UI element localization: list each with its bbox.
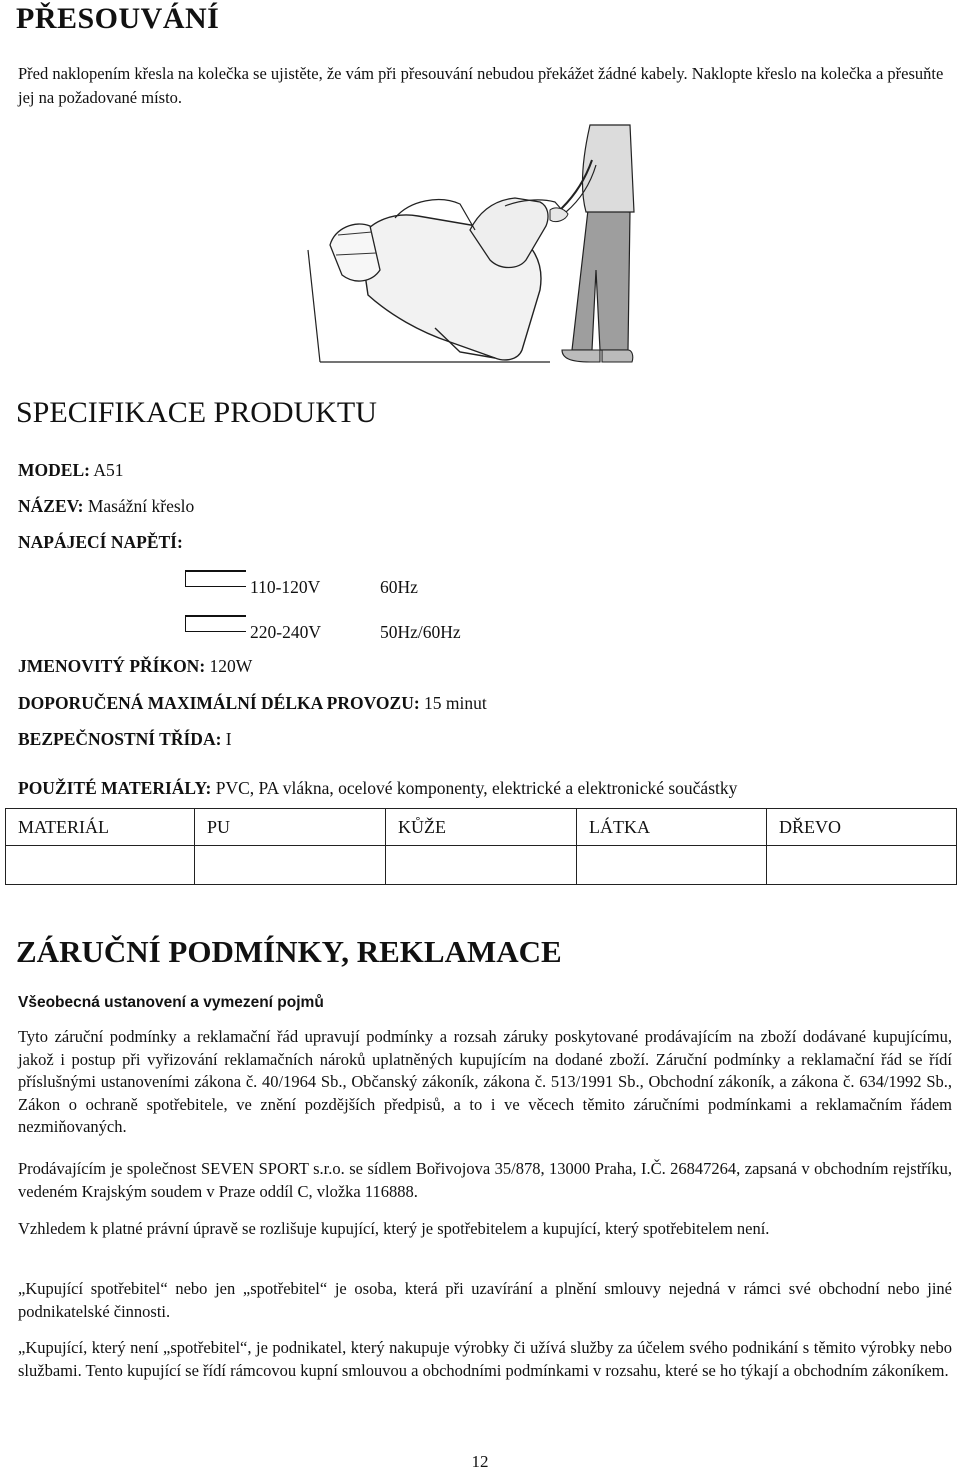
spec-safety-class: BEZPEČNOSTNÍ TŘÍDA: I [18, 729, 232, 749]
section-title-moving: PŘESOUVÁNÍ [16, 2, 220, 35]
chair-moving-illustration [300, 120, 645, 370]
voltage-value-2: 220-240V [250, 622, 321, 642]
warranty-paragraph-4: „Kupující spotřebitel“ nebo jen „spotřebitel“ je osoba, která při uzavírání a plnění smlouvy nejedná v rámci své obchodní nebo jiné podnikatelské činnosti. [18, 1279, 952, 1321]
material-header-material: MATERIÁL [6, 809, 195, 846]
voltage-checkbox-1[interactable] [185, 570, 246, 587]
spec-name: NÁZEV: Masážní křeslo [18, 496, 195, 516]
warranty-paragraph-5: „Kupující, který není „spotřebitel“, je podnikatel, který nakupuje výrobky či užívá služby za účelem svého podnikání s těmito výrobky nebo službami. Tento kupující se řídí rámcovou kupní smlouvou a obchodními podmínkami v rozsahu, které se ho týkají a obchodním zákoníkem. [18, 1338, 952, 1380]
spec-duration: DOPORUČENÁ MAXIMÁLNÍ DÉLKA PROVOZU: 15 minut [18, 693, 487, 713]
material-cell-1[interactable] [6, 846, 195, 885]
material-header-fabric: LÁTKA [577, 809, 767, 846]
spec-materials: POUŽITÉ MATERIÁLY: PVC, PA vlákna, ocelové komponenty, elektrické a elektronické součástky [18, 778, 738, 798]
material-header-leather: KŮŽE [386, 809, 577, 846]
frequency-value-2: 50Hz/60Hz [380, 622, 461, 642]
material-table-header-row [6, 809, 957, 846]
material-table-empty-row [6, 846, 957, 885]
warranty-paragraph-2: Prodávajícím je společnost SEVEN SPORT s.r.o. se sídlem Bořivojova 35/878, 13000 Praha, I.Č. 26847264, zapsaná v obchodním rejstříku, vedeném Krajským soudem v Praze oddíl C, vložka 116888. [18, 1159, 952, 1201]
material-cell-5[interactable] [767, 846, 957, 885]
spec-model: MODEL: A51 [18, 460, 124, 480]
warranty-subtitle: Všeobecná ustanovení a vymezení pojmů [18, 994, 324, 1011]
material-cell-3[interactable] [386, 846, 577, 885]
spec-voltage-label: NAPÁJECÍ NAPĚTÍ: [18, 532, 183, 552]
material-cell-2[interactable] [195, 846, 386, 885]
page-number: 12 [471, 1452, 489, 1471]
section-title-spec: SPECIFIKACE PRODUKTU [16, 396, 377, 429]
material-cell-4[interactable] [577, 846, 767, 885]
frequency-value-1: 60Hz [380, 577, 418, 597]
voltage-value-1: 110-120V [250, 577, 321, 597]
warranty-paragraph-1: Tyto záruční podmínky a reklamační řád upravují podmínky a rozsah záruky poskytované prodávajícím na zboží dodávané kupujícímu, jakož i postup při vyřizování reklamačních nároků uplatněných kupujícím na dodané zboží. Záruční podmínky a reklamační řád se řídí příslušnými ustanoveními zákona č. 40/1964 Sb., Občanský zákoník, zákona č. 513/1991 Sb., Obchodní zákoník, a zákona č. 634/1992 Sb., Zákon o ochraně spotřebitele, ve znění pozdějších předpisů, a to i ve věcech těmito záručními podmínkami a reklamačním řádem nezmiňovaných. [18, 1027, 952, 1136]
material-header-pu: PU [195, 809, 386, 846]
section-title-warranty: ZÁRUČNÍ PODMÍNKY, REKLAMACE [16, 934, 562, 969]
voltage-checkbox-2[interactable] [185, 615, 246, 632]
material-table [5, 808, 957, 885]
spec-power: JMENOVITÝ PŘÍKON: 120W [18, 656, 253, 676]
moving-instructions: Před naklopením křesla na kolečka se ujistěte, že vám při přesouvání nebudou překážet žádné kabely. Naklopte křeslo na kolečka a přesuňte jej na požadované místo. [18, 64, 944, 107]
material-header-wood: DŘEVO [767, 809, 957, 846]
warranty-paragraph-3: Vzhledem k platné právní úpravě se rozlišuje kupující, který je spotřebitelem a kupující, který spotřebitelem není. [18, 1219, 770, 1238]
